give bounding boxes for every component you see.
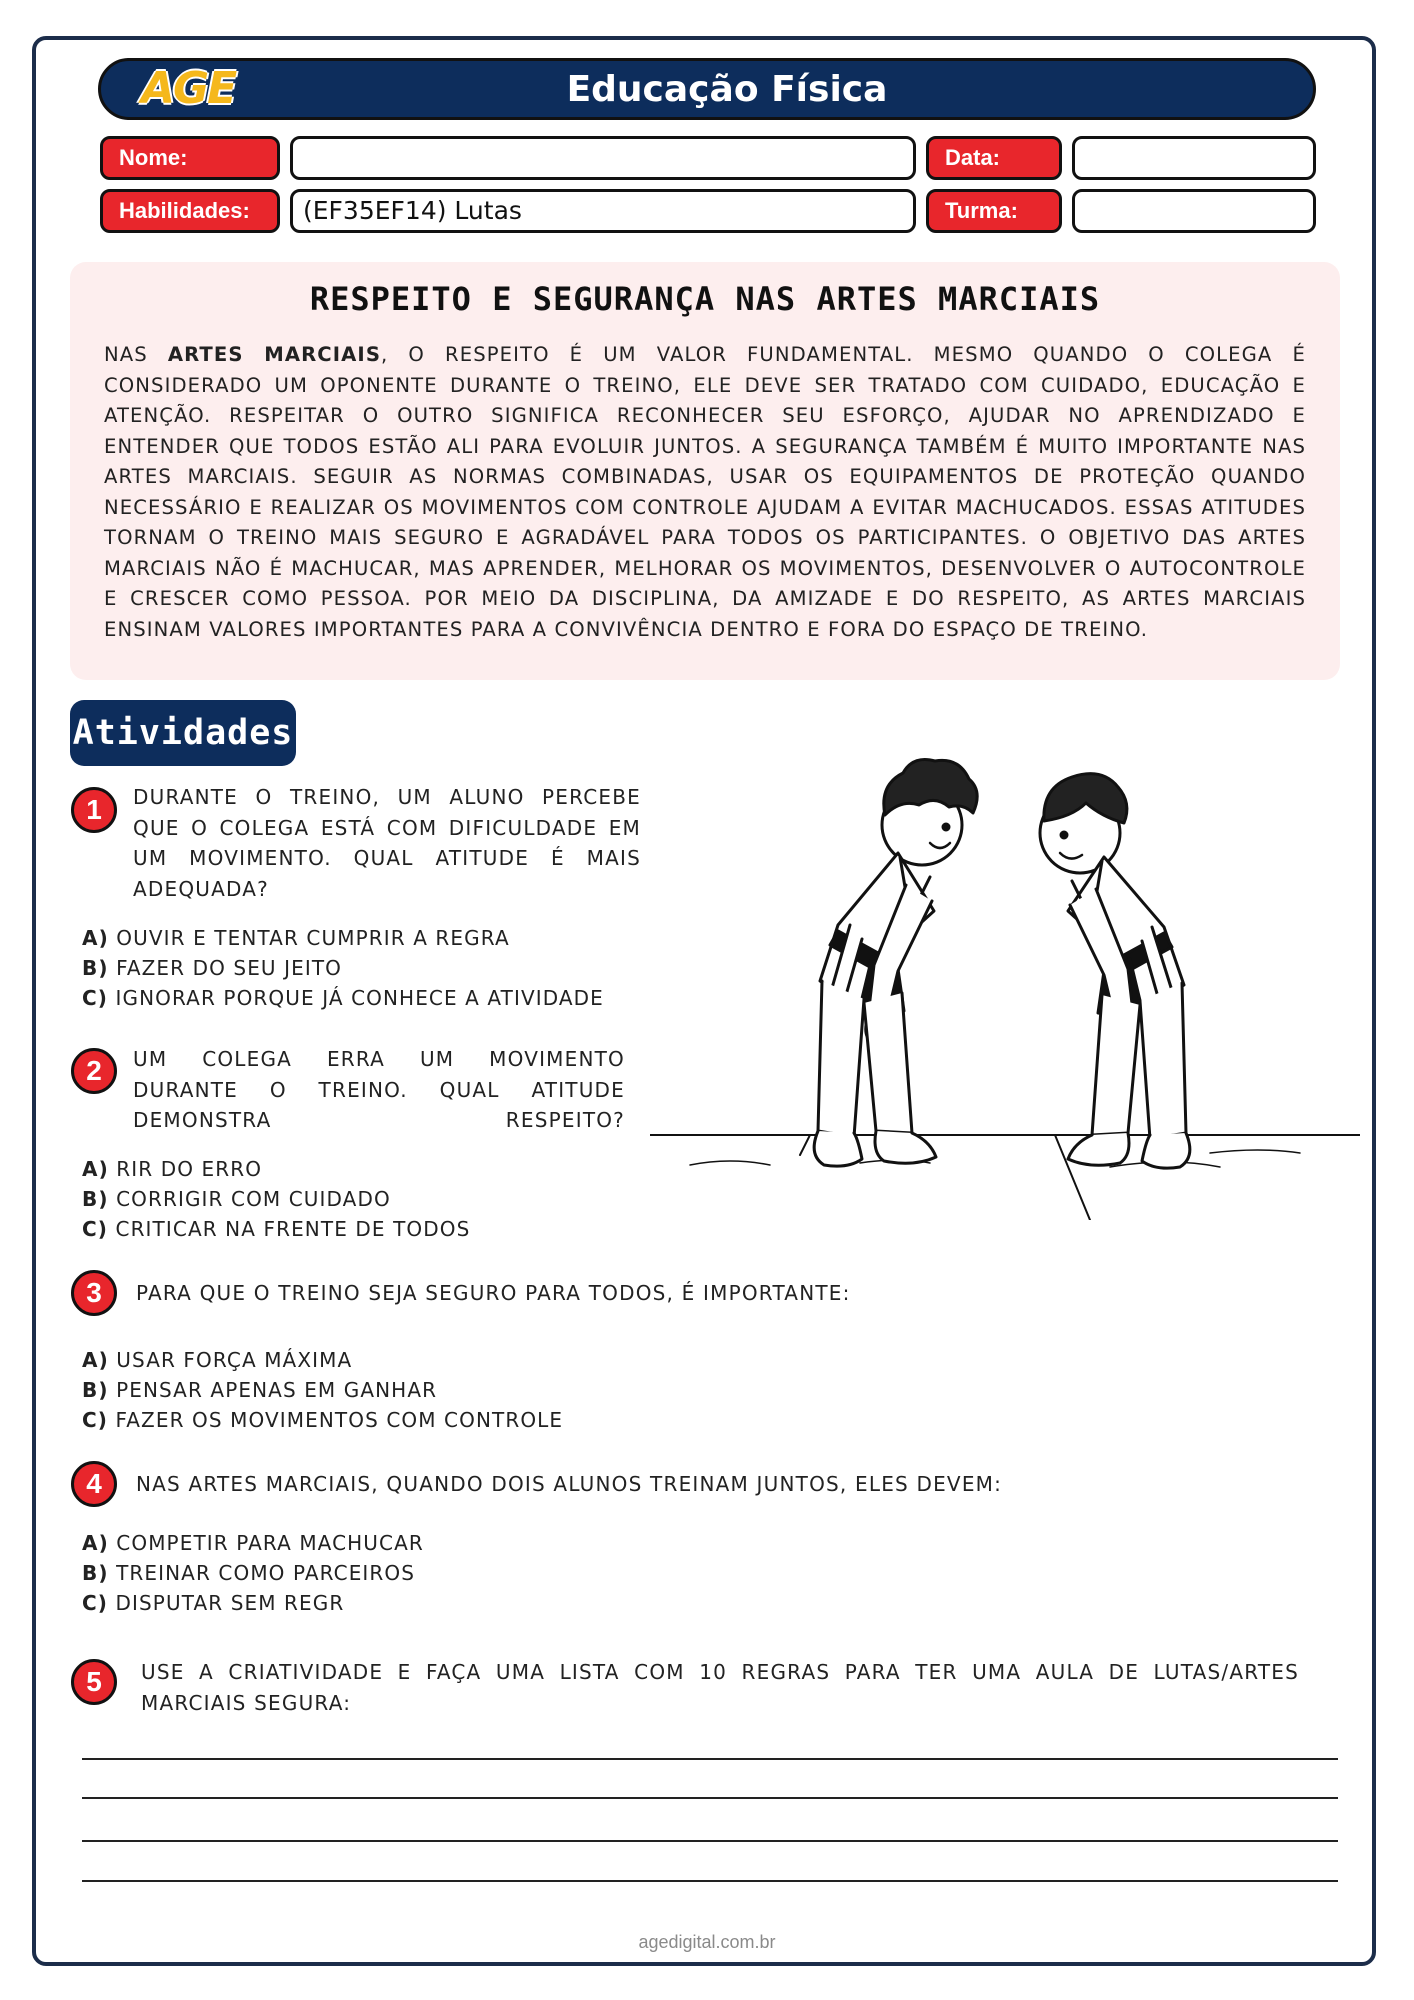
option-text: FAZER DO SEU JEITO: [116, 956, 343, 980]
option-letter: A): [82, 926, 109, 950]
question-3-text: PARA QUE O TREINO SEJA SEGURO PARA TODOS, É IMPORTANTE:: [136, 1281, 851, 1305]
option-text: IGNORAR PORQUE JÁ CONHECE A ATIVIDADE: [115, 986, 604, 1010]
right-student: [1040, 774, 1190, 1168]
question-1-number: 1: [71, 787, 117, 833]
page-title: Educação Física: [566, 69, 888, 110]
option-text: FAZER OS MOVIMENTOS COM CONTROLE: [115, 1408, 564, 1432]
footer-url[interactable]: agedigital.com.br: [638, 1932, 776, 1952]
question-2-option-b[interactable]: [82, 1184, 391, 1214]
option-letter: B): [82, 1187, 109, 1211]
question-1-option-b[interactable]: [82, 953, 342, 983]
activities-heading: Atividades: [70, 700, 296, 766]
left-student: [814, 760, 977, 1167]
question-1-option-c[interactable]: [82, 983, 604, 1013]
reading-title: RESPEITO E SEGURANÇA NAS ARTES MARCIAIS: [309, 280, 1101, 318]
option-text: DISPUTAR SEM REGR: [115, 1591, 345, 1615]
reading-body-prefix: NAS: [104, 343, 168, 366]
question-4-option-a[interactable]: [82, 1528, 424, 1558]
reading-body-rest: , O RESPEITO É UM VALOR FUNDAMENTAL. MESMO QUANDO O COLEGA É CONSIDERADO UM OPONENTE DURANTE O TREINO, ELE DEVE SER TRATADO COM CUIDADO, EDUCAÇÃO E ATENÇÃO. RESPEITAR O OUTRO SIGNIFICA RECONHECER SEU ESFORÇO, AJUDAR NO APRENDIZADO E ENTENDER QUE TODOS ESTÃO ALI PARA EVOLUIR JUNTOS. A SEGURANÇA TAMBÉM É MUITO IMPORTANTE NAS ARTES MARCIAIS. SEGUIR AS NORMAS COMBINADAS, USAR OS EQUIPAMENTOS DE PROTEÇÃO QUANDO NECESSÁRIO E REALIZAR OS MOVIMENTOS COM CONTROLE AJUDAM A EVITAR MACHUCADOS. ESSAS ATITUDES TORNAM O TREINO MAIS SEGURO E AGRADÁVEL PARA TODOS OS PARTICIPANTES. O OBJETIVO DAS ARTES MARCIAIS NÃO É MACHUCAR, MAS APRENDER, MELHORAR OS MOVIMENTOS, DESENVOLVER O AUTOCONTROLE E CRESCER COMO PESSOA. POR MEIO DA DISCIPLINA, DA AMIZADE E DO RESPEITO, AS ARTES MARCIAIS ENSINAM VALORES IMPORTANTES PARA A CONVIVÊNCIA DENTRO E FORA DO ESPAÇO DE TREINO.: [104, 343, 1306, 641]
option-letter: A): [82, 1157, 109, 1181]
option-text: PENSAR APENAS EM GANHAR: [116, 1378, 438, 1402]
turma-label: Turma:: [926, 189, 1062, 233]
question-2-option-a[interactable]: [82, 1154, 262, 1184]
question-5-number: 5: [71, 1659, 117, 1705]
option-letter: A): [82, 1348, 109, 1372]
habilidades-field[interactable]: (EF35EF14) Lutas: [290, 189, 916, 233]
option-letter: C): [82, 986, 109, 1010]
question-1-option-a[interactable]: [82, 923, 510, 953]
question-3-option-a[interactable]: [82, 1345, 352, 1375]
header-bar: [98, 58, 1316, 120]
data-field[interactable]: [1072, 136, 1316, 180]
question-2-option-c[interactable]: [82, 1214, 470, 1244]
question-3-number: 3: [71, 1270, 117, 1316]
question-4-option-c[interactable]: [82, 1588, 344, 1618]
answer-line-4[interactable]: [82, 1880, 1338, 1882]
option-letter: C): [82, 1217, 109, 1241]
question-4-option-b[interactable]: [82, 1558, 415, 1588]
habilidades-label: Habilidades:: [100, 189, 280, 233]
reading-body: [104, 340, 1306, 645]
option-text: RIR DO ERRO: [116, 1157, 263, 1181]
answer-line-3[interactable]: [82, 1840, 1338, 1842]
question-1-text: DURANTE O TREINO, UM ALUNO PERCEBE QUE O COLEGA ESTÁ COM DIFICULDADE EM UM MOVIMENTO. QUAL ATITUDE É MAIS ADEQUADA?: [133, 785, 641, 901]
age-logo: AGE: [141, 63, 236, 114]
answer-line-2[interactable]: [82, 1797, 1338, 1799]
bowing-students-illustration: [650, 735, 1360, 1220]
option-text: CORRIGIR COM CUIDADO: [116, 1187, 391, 1211]
question-4-text: NAS ARTES MARCIAIS, QUANDO DOIS ALUNOS TREINAM JUNTOS, ELES DEVEM:: [136, 1472, 1003, 1496]
option-letter: B): [82, 1561, 109, 1585]
question-3-option-b[interactable]: [82, 1375, 437, 1405]
option-text: CRITICAR NA FRENTE DE TODOS: [115, 1217, 471, 1241]
answer-line-1[interactable]: [82, 1758, 1338, 1760]
option-letter: B): [82, 956, 109, 980]
question-5-text: USE A CRIATIVIDADE E FAÇA UMA LISTA COM 10 REGRAS PARA TER UMA AULA DE LUTAS/ARTES MARCIAIS SEGURA:: [141, 1660, 1299, 1715]
option-text: OUVIR E TENTAR CUMPRIR A REGRA: [116, 926, 510, 950]
question-2-number: 2: [71, 1048, 117, 1094]
nome-label: Nome:: [100, 136, 280, 180]
reading-body-bold: ARTES MARCIAIS: [167, 343, 382, 366]
option-letter: C): [82, 1408, 109, 1432]
option-text: USAR FORÇA MÁXIMA: [116, 1348, 353, 1372]
nome-field[interactable]: [290, 136, 916, 180]
question-2-text: UM COLEGA ERRA UM MOVIMENTO DURANTE O TREINO. QUAL ATITUDE DEMONSTRA RESPEITO?: [133, 1047, 625, 1132]
data-label: Data:: [926, 136, 1062, 180]
option-text: TREINAR COMO PARCEIROS: [116, 1561, 416, 1585]
option-letter: A): [82, 1531, 109, 1555]
option-letter: C): [82, 1591, 109, 1615]
option-text: COMPETIR PARA MACHUCAR: [116, 1531, 424, 1555]
option-letter: B): [82, 1378, 109, 1402]
question-3-option-c[interactable]: [82, 1405, 563, 1435]
turma-field[interactable]: [1072, 189, 1316, 233]
question-4-number: 4: [71, 1461, 117, 1507]
reading-text-box: [70, 262, 1340, 680]
